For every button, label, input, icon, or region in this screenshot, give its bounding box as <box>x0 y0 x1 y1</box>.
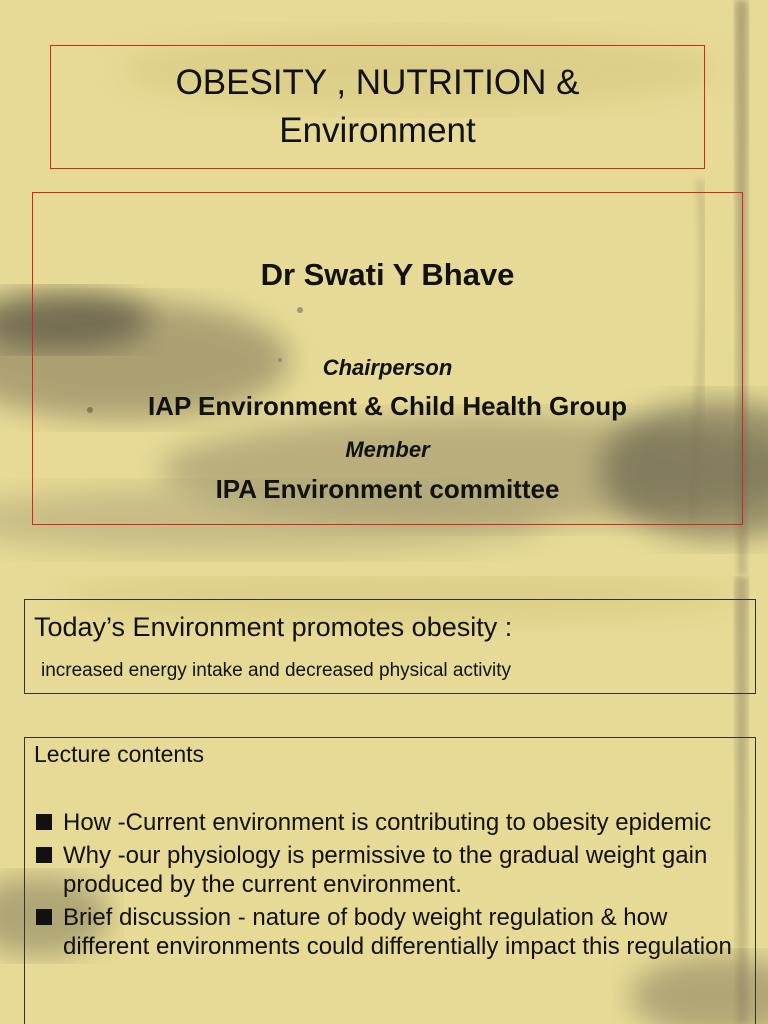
contents-list <box>34 808 749 965</box>
contents-heading: Lecture contents <box>34 741 205 767</box>
square-bullet-icon <box>36 909 52 925</box>
intro-box <box>24 599 756 694</box>
author-name: Dr Swati Y Bhave <box>260 257 515 292</box>
list-item <box>34 841 749 899</box>
title-line-2: Environment <box>279 111 476 150</box>
intro-heading: Today’s Environment promotes obesity : <box>34 612 513 642</box>
intro-subtitle: increased energy intake and decreased physical activity <box>41 660 511 681</box>
list-item-text: How -Current environment is contributing to obesity epidemic <box>63 809 712 836</box>
slide-title <box>50 45 705 169</box>
author-block <box>32 192 743 525</box>
square-bullet-icon <box>36 847 52 863</box>
role-chairperson: Chairperson <box>322 355 453 380</box>
list-item-text: Brief discussion - nature of body weight regulation & how different environments could differentially impact this regulation <box>63 904 732 960</box>
square-bullet-icon <box>36 814 52 830</box>
role-member: Member <box>345 437 430 462</box>
organization-iap: IAP Environment & Child Health Group <box>147 391 628 421</box>
list-item-text: Why -our physiology is permissive to the gradual weight gain produced by the current environment. <box>63 842 708 898</box>
lecture-contents-box <box>24 737 756 1024</box>
content-slide <box>0 576 768 1024</box>
title-line-1: OBESITY , NUTRITION & <box>175 63 580 102</box>
organization-ipa: IPA Environment committee <box>215 474 560 504</box>
list-item <box>34 808 749 837</box>
list-item <box>34 903 749 961</box>
